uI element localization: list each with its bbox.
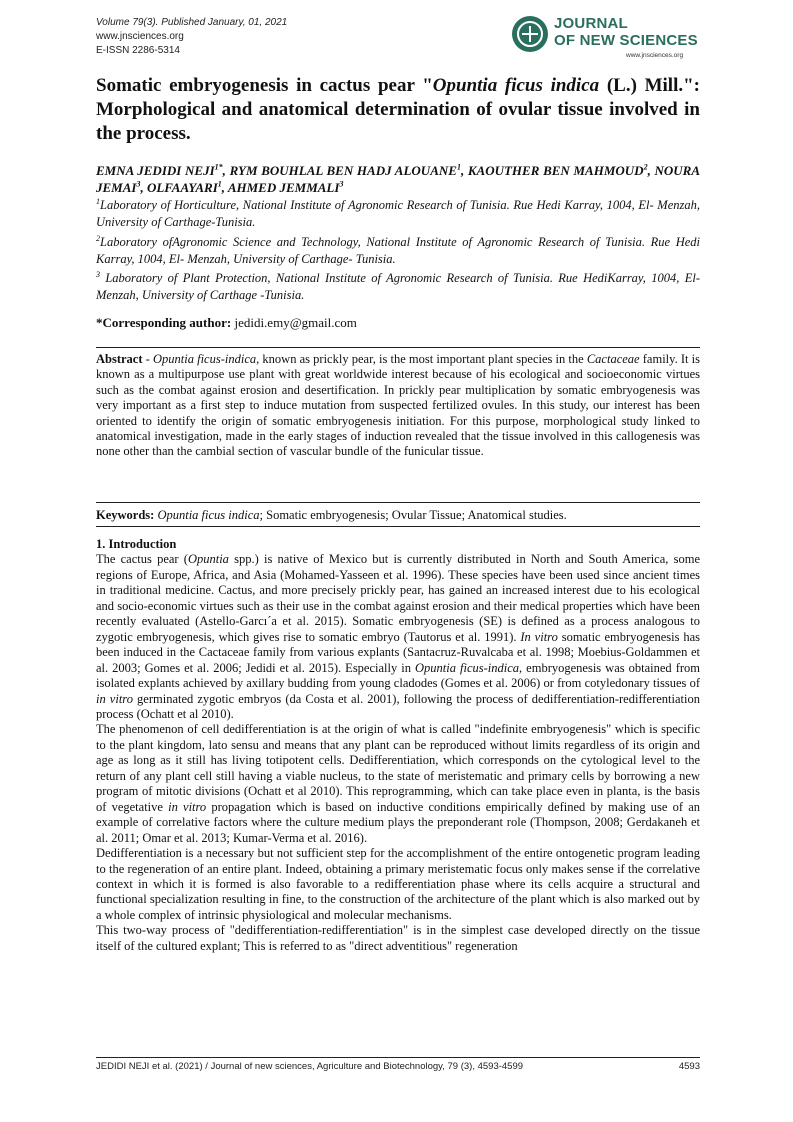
paragraph-2: The phenomenon of cell dedifferentiation is at the origin of what is called "indefinite embryogenesis" which is specific to the plant kingdom, lato sensu and means that any plant can be reproduced without limits regardless of its origin and age as long as it still has living totipotent cells. Dedifferentiation, which corresponds on the cytological level to the return of any plant cell still having a viable nucleus, to the state of meristematic and primary cells by borrowing a new program of mitotic divisions (Ochatt et al 2010). This reprogramming, which can take place even in planta, is the basis of vegetative in vitro propagation which is based on inductive conditions empirically defined by making use of an example of correlative factors where the culture medium plays the preponderant role (Thompson, 2008; Gerdakaneh et al. 2011; Omar et al. 2013; Kumar-Verma et al. 2016).: [96, 722, 700, 845]
logo-line-1: JOURNAL: [554, 15, 628, 32]
author-list: EMNA JEDIDI $NEJI^{1*}$, RYM BOUHLAL BEN HADJ ALOUANE$^1$, KAOUTHER BEN MAHMOUD$^2$, NOURA JEMAI$^3$, OLFAAYARI$^1$, AHMED JEMMALI$^3$: [96, 162, 701, 195]
journal-logo: [510, 12, 700, 68]
journal-issn: E-ISSN 2286-5314: [96, 45, 180, 56]
journal-emblem-icon: [510, 14, 550, 54]
logo-line-2: OF NEW SCIENCES: [554, 32, 698, 49]
volume-info: Volume 79(3). Published January, 01, 2021: [96, 17, 288, 28]
affiliation-1: $^1$Laboratory of Horticulture, National Institute of Agronomic Research of Tunisia. Rue Hedi Karray, 1004, El- Menzah, University of Carthage-Tunisia.: [96, 196, 700, 229]
author: AHMED JEMMALI: [227, 180, 340, 195]
footer-citation: JEDIDI NEJI et al. (2021) / Journal of new sciences, Agriculture and Biotechnology, 79 (3), 4593-4599: [96, 1061, 524, 1072]
journal-header: [96, 16, 287, 58]
page-footer: [96, 1061, 700, 1072]
paragraph-1: The cactus pear (Opuntia spp.) is native of Mexico but is currently distributed in North and South America, some regions of Europe, Africa, and Asia (Mohamed-Yasseen et al. 1996). These species have been used since ancient times in traditional medicine. Cactus, and more precisely prickly pear, has gained an increased interest due to his ecological and socio-economic virtues such as their use in the combat against erosion and their medical properties which have been recently evaluated (Astello-Garcı´a et al. 2015). Somatic embryogenesis (SE) is defined as a process analogous to zygotic embryogenesis, which gives rise to somatic embryo (Tautorus et al. 1991). In vitro somatic embryogenesis has been induced in the Cactaceae family from various explants (Santacruz-Ruvalcaba et al. 1998; Moebius-Goldammen et al. 2003; Gomes et al. 2006; Jedidi et al. 2015). Especially in Opuntia ficus-indica, embryogenesis was obtained from isolated explants achieved by axillary budding from young cladodes (Gomes et al. 2006) or from cotyledonary tissues of in vitro germinated zygotic embryos (da Costa et al. 2001), following the process of dedifferentiation-redifferentiation process (Ochatt et al 2010).: [96, 552, 700, 721]
abstract-bottom-rule: [96, 502, 700, 503]
section-heading: 1. Introduction: [96, 537, 177, 551]
keywords: Keywords: Opuntia ficus indica; Somatic embryogenesis; Ovular Tissue; Anatomical studies.: [96, 508, 567, 522]
author: EMNA JEDIDI NEJI: [96, 163, 215, 178]
affiliation-2: $^2$Laboratory ofAgronomic Science and Technology, National Institute of Agronomic Research of Tunisia. Rue Hedi Karray, 1004, El- Menzah, University of Carthage- Tunisia.: [96, 233, 700, 266]
paragraph-3: Dedifferentiation is a necessary but not sufficient step for the accomplishment of the entire ontogenetic program leading to the regeneration of an entire plant. Indeed, obtaining a primary meristematic focus only makes sense if the correlative context in which it is formed is also favorable to a redifferentiation phase where its cells acquire a structural and functional specialization resulting in fine, to the construction of the architecture of the plant which is also marked out by a whole complex of intrinsic physiological and molecular mechanisms.: [96, 846, 700, 922]
abstract-top-rule: [96, 347, 700, 348]
keywords-bottom-rule: [96, 526, 700, 527]
corresponding-email[interactable]: jedidi.emy@gmail.com: [231, 315, 357, 330]
author: NOURA JEMAI: [96, 163, 701, 195]
author: KAOUTHER BEN MAHMOUD: [467, 163, 644, 178]
introduction-section: [96, 537, 700, 954]
logo-url: www.jnsciences.org: [626, 52, 684, 59]
paper-title: Somatic embryogenesis in cactus pear "Opuntia ficus indica (L.) Mill.": Morphological and anatomical determination of ovular tissue involved in the process.: [96, 75, 700, 144]
author: OLFAAYARI: [146, 180, 218, 195]
page-number: 4593: [678, 1061, 700, 1072]
journal-website: www.jnsciences.org: [96, 31, 184, 42]
affiliation-3: $^3$ Laboratory of Plant Protection, National Institute of Agronomic Research of Tunisia. Rue HediKarray, 1004, El- Menzah, University of Carthage -Tunisia.: [96, 269, 700, 302]
footer-rule: [96, 1057, 700, 1058]
paragraph-4: This two-way process of "dedifferentiation-redifferentiation" is in the simplest case developed directly on the tissue itself of the cultured explant; This is referred to as "direct adventitious" regeneration: [96, 923, 700, 953]
corresponding-author: *Corresponding author: jedidi.emy@gmail.com: [96, 315, 357, 330]
abstract: Abstract - Opuntia ficus-indica, known as prickly pear, is the most important plant species in the Cactaceae family. It is known as a multipurpose use plant with great worldwide interest because of his ecological and socioeconomic virtues such as the combat against erosion and desertification. In prickly pear multiplication by somatic embryogenesis was very important as a first step to induce mutation from suspected fertilized ovules. In this study, our interest has been oriented to identify the origin of somatic embryogenesis initiation. For this purpose, morphological study linked to anatomical investigation, made in the early stages of induction revealed that the tissue involved in this callogenesis was none other than the cambial section of vascular bundle of the funicular tissue.: [96, 352, 700, 459]
author: RYM BOUHLAL BEN HADJ ALOUANE: [229, 163, 457, 178]
